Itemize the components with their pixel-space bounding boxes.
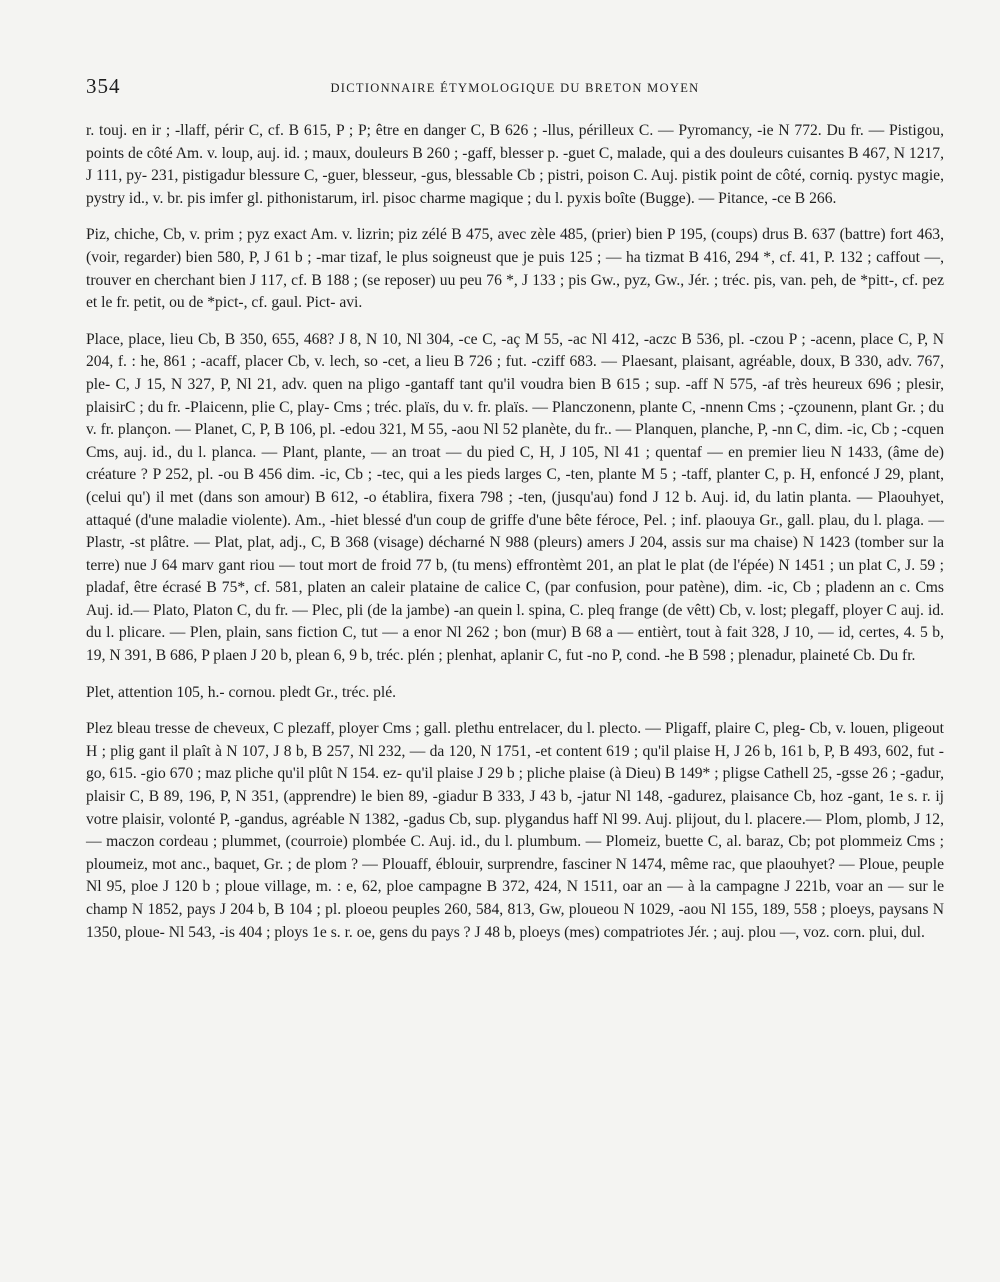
entry-paragraph-pistigou: r. touj. en ir ; -llaff, périr C, cf. B 615, P ; P; être en danger C, B 626 ; -llus, périlleux C. — Pyromancy, -ie N 772. Du fr. — Pistigou, points de côté Am. v. loup, auj. id. ; maux, douleurs B 260 ; -gaff, blesser p. -guet C, malade, qui a des douleurs cuisantes B 467, N 1217, J 111, py- 231, pistigadur blessure C, -guer, blesseur, -gus, blessable Cb ; pistri, poison C. Auj. pistik point de côté, corniq. pystyc magie, pystry id., v. br. pis imfer gl. pithonistarum, irl. pisoc charme magique ; du l. pyxis boîte (Bugge). — Pitance, -ce B 266. [86,122,944,207]
running-title: DICTIONNAIRE ÉTYMOLOGIQUE DU BRETON MOYEN [330,81,700,95]
entry-paragraph-place: Place, place, lieu Cb, B 350, 655, 468? J 8, N 10, Nl 304, -ce C, -aç M 55, -ac Nl 412, -aczc B 536, pl. -czou P ; -acenn, place C, P, N 204, f. : he, 861 ; -acaff, placer Cb, v. lech, so -cet, a lieu B 726 ; fut. -cziff 683. — Plaesant, plaisant, agréable, doux, B 330, adv. 767, ple- C, J 15, N 327, P, Nl 21, adv. quen na pligo -gantaff tant qu'il voudra bien B 615 ; sup. -aff N 575, -af très heureux 696 ; plesir, plaisirC ; du fr. -Plaicenn, plie C, play- Cms ; tréc. plaïs, du v. fr. plaïs. — Planczonenn, plante C, -nnenn Cms ; -çzounenn, plant Gr. ; du v. fr. plançon. — Planet, C, P, B 106, pl. -edou 321, M 55, -aou Nl 52 planète, du fr.. — Planquen, planche, P, -nn C, dim. -ic, Cb ; -cquen Cms, auj. id., du l. planca. — Plant, plante, — an troat — du pied C, H, J 105, Nl 41 ; quentaf — en premier lieu N 1433, (âme de) créature ? P 252, pl. -ou B 456 dim. -ic, Cb ; -tec, qui a les pieds larges C, -ten, plante M 5 ; -taff, planter C, p. H, enfoncé J 29, plant, (celui qu') il met (dans son amour) B 612, -o établira, fixera 798 ; -ten, (jusqu'au) fond J 12 b. Auj. id, du latin planta. — Plaouhyet, attaqué (d'une maladie violente). Am., -hiet blessé d'un coup de griffe d'une bête féroce, Pel. ; inf. plaouya Gr., gall. plau, du l. plaga. — Plastr, -st plâtre. — Plat, plat, adj., C, B 368 (visage) décharné N 988 (pleurs) amers J 204, assis sur ma chaise) N 1423 (tomber sur la terre) nue J 64 marv gant riou — tout mort de froid 77 b, (tu mens) effrontèmt 201, an plat le plat (de l'épée) N 1451 ; un plat C, J. 59 ; pladaf, être écrasé B 75*, cf. 581, platen an caleir plataine de calice C, (par confusion, pour patène), dim. -ic, Cb ; pladenn an c. Cms Auj. id.— Plato, Platon C, du fr. — Plec, pli (de la jambe) -an quein l. spina, C. pleq frange (de vêtt) Cb, v. lost; plegaff, ployer C auj. id. du l. plicare. — Plen, plain, sans fiction C, tut — a enor Nl 262 ; bon (mur) B 68 a — entièrt, tout à fait 328, J 10, — id, certes, 4. 5 b, 19, N 391, B 686, P plaen J 20 b, plean 6, 9 b, tréc. plén ; plenhat, aplanir C, fut -no P, cond. -he B 598 ; plenadur, plaineté Cb. Du fr. [86,330,944,665]
entry-paragraph-plet: Plet, attention 105, h.- cornou. pledt Gr., tréc. plé. [86,683,397,701]
page-header [86,74,944,108]
page-number: 354 [86,74,121,98]
page-body [86,120,944,958]
entry-paragraph-plez: Plez bleau tresse de cheveux, C plezaff, ployer Cms ; gall. plethu entrelacer, du l. plecto. — Pligaff, plaire C, pleg- Cb, v. louen, pligeout H ; plig gant il plaît à N 107, J 8 b, B 257, Nl 232, — da 120, N 1751, -et content 619 ; qu'il plaise H, J 26 b, 161 b, P, B 493, 602, fut -go, 615. -gio 670 ; maz pliche qu'il plût N 154. ez- qu'il plaise J 29 b ; pliche plaise (à Dieu) B 149* ; pligse Cathell 25, -gsse 26 ; -gadur, plaisir C, B 89, 196, P, N 351, (apprendre) le bien 89, -giadur B 333, J 43 b, -jatur Nl 148, -gadurez, plaisance Cb, hoz -gant, 1e s. r. ij votre plaisir, volonté P, -gandus, agréable N 1382, -gadus Cb, sup. plygandus haff Nl 99. Auj. plijout, du l. placere.— Plom, plomb, J 12, — maczon cordeau ; plummet, (courroie) plombée C. Auj. id., du l. plumbum. — Plomeiz, buette C, al. baraz, Cb; pot plommeiz Cms ; ploumeiz, mot anc., baquet, Gr. ; de plom ? — Plouaff, éblouir, surprendre, fasciner N 1474, même rac, que plaouhyet? — Ploue, peuple Nl 95, ploe J 120 b ; ploue village, m. : e, 62, ploe campagne B 372, 424, N 1511, oar an — à la campagne J 221b, voar an — sur le champ N 1852, pays J 204 b, B 104 ; pl. ploeou peuples 260, 584, 813, Gw, ploueou N 1029, -aou Nl 155, 189, 558 ; ploeys, paysans N 1350, ploue- Nl 543, -is 404 ; ploys 1e s. r. oe, gens du pays ? J 48 b, ploeys (mes) compatriotes Jér. ; auj. plou —, voz. corn. plui, dul. [86,720,944,941]
entry-paragraph-piz: Piz, chiche, Cb, v. prim ; pyz exact Am. v. lizrin; piz zélé B 475, avec zèle 485, (prier) bien P 195, (coups) drus B. 637 (battre) fort 463, (voir, regarder) bien 580, P, J 61 b ; -mar tizaf, le plus soigneust que je puis 125 ; — ha tizmat B 416, 294 *, cf. 41, P. 132 ; caffout —, trouver en cherchant bien J 117, cf. B 188 ; (se reposer) uu peu 76 *, J 133 ; pis Gw., pyz, Gw., Jér. ; tréc. pis, van. peh, de *pitt-, cf. pez et le fr. petit, ou de *pict-, cf. gaul. Pict- avi. [86,226,944,312]
